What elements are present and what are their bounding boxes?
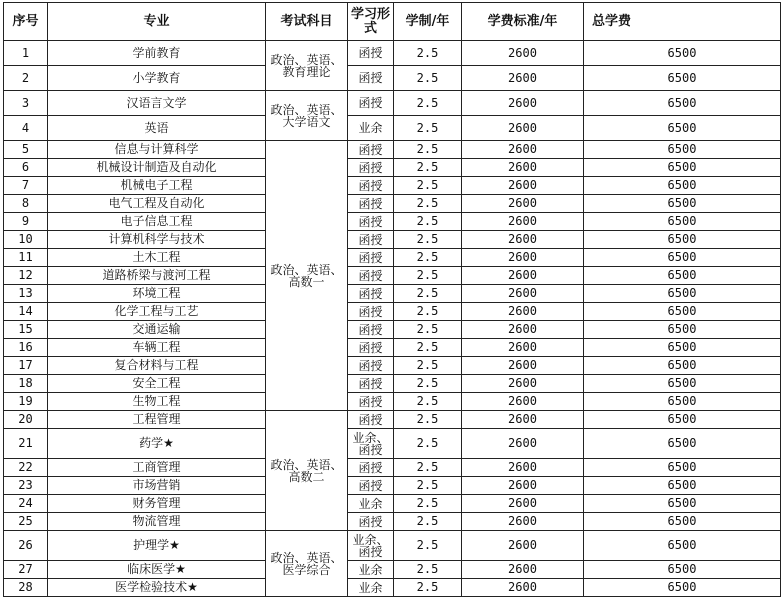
row-number: 20 [4,411,48,429]
row-number: 12 [4,267,48,285]
study-years: 2.5 [394,141,462,159]
study-mode: 函授 [348,177,394,195]
study-years: 2.5 [394,249,462,267]
row-number: 17 [4,357,48,375]
row-number: 27 [4,561,48,579]
study-years: 2.5 [394,561,462,579]
major-name: 英语 [48,116,266,141]
total-fee: 6500 [584,561,781,579]
row-number: 11 [4,249,48,267]
major-name: 护理学★ [48,531,266,561]
study-mode: 函授 [348,267,394,285]
table-row [4,66,781,91]
study-years: 2.5 [394,579,462,597]
study-mode: 业余 [348,116,394,141]
annual-fee: 2600 [462,429,584,459]
annual-fee: 2600 [462,213,584,231]
annual-fee: 2600 [462,177,584,195]
annual-fee: 2600 [462,357,584,375]
annual-fee: 2600 [462,91,584,116]
major-name: 小学教育 [48,66,266,91]
exam-subjects: 政治、英语、高数一 [266,141,348,411]
annual-fee: 2600 [462,579,584,597]
study-years: 2.5 [394,91,462,116]
table-header-row [4,3,781,41]
study-years: 2.5 [394,477,462,495]
annual-fee: 2600 [462,66,584,91]
row-number: 18 [4,375,48,393]
annual-fee: 2600 [462,561,584,579]
table-row [4,531,781,561]
total-fee: 6500 [584,91,781,116]
study-years: 2.5 [394,213,462,231]
row-number: 28 [4,579,48,597]
study-years: 2.5 [394,303,462,321]
row-number: 4 [4,116,48,141]
study-mode: 函授 [348,411,394,429]
table-row [4,195,781,213]
major-name: 工商管理 [48,459,266,477]
total-fee: 6500 [584,393,781,411]
header-years: 学制/年 [394,3,462,41]
annual-fee: 2600 [462,411,584,429]
total-fee: 6500 [584,357,781,375]
total-fee: 6500 [584,321,781,339]
study-mode: 函授 [348,339,394,357]
study-mode: 函授 [348,41,394,66]
total-fee: 6500 [584,459,781,477]
study-years: 2.5 [394,375,462,393]
major-name: 复合材料与工程 [48,357,266,375]
table-row [4,285,781,303]
row-number: 16 [4,339,48,357]
table-row [4,561,781,579]
study-years: 2.5 [394,393,462,411]
table-row [4,159,781,177]
row-number: 23 [4,477,48,495]
table-row [4,41,781,66]
table-row [4,303,781,321]
total-fee: 6500 [584,477,781,495]
annual-fee: 2600 [462,231,584,249]
study-mode: 函授 [348,213,394,231]
table-row [4,429,781,459]
annual-fee: 2600 [462,531,584,561]
study-years: 2.5 [394,177,462,195]
table-row [4,116,781,141]
annual-fee: 2600 [462,513,584,531]
table-row [4,495,781,513]
annual-fee: 2600 [462,141,584,159]
annual-fee: 2600 [462,495,584,513]
study-years: 2.5 [394,321,462,339]
row-number: 14 [4,303,48,321]
study-mode: 函授 [348,393,394,411]
row-number: 25 [4,513,48,531]
row-number: 1 [4,41,48,66]
total-fee: 6500 [584,231,781,249]
annual-fee: 2600 [462,159,584,177]
exam-subjects: 政治、英语、教育理论 [266,41,348,91]
total-fee: 6500 [584,339,781,357]
tuition-table [3,2,781,597]
row-number: 8 [4,195,48,213]
major-name: 生物工程 [48,393,266,411]
header-total: 总学费 [584,3,781,41]
major-name: 电子信息工程 [48,213,266,231]
table-row [4,141,781,159]
row-number: 7 [4,177,48,195]
major-name: 计算机科学与技术 [48,231,266,249]
row-number: 6 [4,159,48,177]
row-number: 9 [4,213,48,231]
study-mode: 函授 [348,357,394,375]
annual-fee: 2600 [462,339,584,357]
study-mode: 函授 [348,159,394,177]
row-number: 13 [4,285,48,303]
study-mode: 函授 [348,91,394,116]
study-years: 2.5 [394,159,462,177]
row-number: 19 [4,393,48,411]
study-years: 2.5 [394,116,462,141]
table-row [4,321,781,339]
exam-subjects: 政治、英语、高数二 [266,411,348,531]
major-name: 物流管理 [48,513,266,531]
major-name: 道路桥梁与渡河工程 [48,267,266,285]
row-number: 3 [4,91,48,116]
study-years: 2.5 [394,411,462,429]
major-name: 化学工程与工艺 [48,303,266,321]
study-mode: 函授 [348,195,394,213]
table-row [4,375,781,393]
study-mode: 函授 [348,321,394,339]
major-name: 安全工程 [48,375,266,393]
major-name: 电气工程及自动化 [48,195,266,213]
major-name: 市场营销 [48,477,266,495]
study-mode: 函授 [348,285,394,303]
table-row [4,267,781,285]
table-row [4,393,781,411]
annual-fee: 2600 [462,249,584,267]
study-mode: 函授 [348,459,394,477]
row-number: 26 [4,531,48,561]
study-mode: 业余、函授 [348,531,394,561]
total-fee: 6500 [584,375,781,393]
major-name: 交通运输 [48,321,266,339]
study-mode: 业余 [348,579,394,597]
study-mode: 函授 [348,231,394,249]
table-row [4,249,781,267]
row-number: 15 [4,321,48,339]
study-years: 2.5 [394,513,462,531]
table-row [4,357,781,375]
table-body [4,41,781,597]
table-row [4,513,781,531]
header-exam: 考试科目 [266,3,348,41]
exam-subjects: 政治、英语、医学综合 [266,531,348,597]
major-name: 财务管理 [48,495,266,513]
row-number: 10 [4,231,48,249]
total-fee: 6500 [584,195,781,213]
study-mode: 函授 [348,303,394,321]
header-mode: 学习形式 [348,3,394,41]
annual-fee: 2600 [462,116,584,141]
study-years: 2.5 [394,267,462,285]
table-row [4,231,781,249]
study-mode: 函授 [348,375,394,393]
major-name: 信息与计算科学 [48,141,266,159]
total-fee: 6500 [584,531,781,561]
total-fee: 6500 [584,285,781,303]
row-number: 22 [4,459,48,477]
annual-fee: 2600 [462,267,584,285]
exam-subjects: 政治、英语、大学语文 [266,91,348,141]
annual-fee: 2600 [462,303,584,321]
table-row [4,579,781,597]
study-years: 2.5 [394,459,462,477]
study-mode: 业余 [348,561,394,579]
study-years: 2.5 [394,531,462,561]
header-fee: 学费标准/年 [462,3,584,41]
total-fee: 6500 [584,429,781,459]
row-number: 24 [4,495,48,513]
major-name: 机械电子工程 [48,177,266,195]
total-fee: 6500 [584,159,781,177]
table-row [4,213,781,231]
table-row [4,477,781,495]
total-fee: 6500 [584,141,781,159]
annual-fee: 2600 [462,41,584,66]
study-years: 2.5 [394,285,462,303]
table-row [4,177,781,195]
major-name: 汉语言文学 [48,91,266,116]
study-mode: 函授 [348,141,394,159]
study-mode: 函授 [348,477,394,495]
table-row [4,459,781,477]
annual-fee: 2600 [462,459,584,477]
total-fee: 6500 [584,495,781,513]
study-years: 2.5 [394,231,462,249]
table-row [4,339,781,357]
table-row [4,411,781,429]
major-name: 工程管理 [48,411,266,429]
total-fee: 6500 [584,41,781,66]
study-years: 2.5 [394,195,462,213]
header-seq: 序号 [4,3,48,41]
major-name: 土木工程 [48,249,266,267]
annual-fee: 2600 [462,393,584,411]
annual-fee: 2600 [462,477,584,495]
annual-fee: 2600 [462,195,584,213]
row-number: 21 [4,429,48,459]
study-mode: 函授 [348,249,394,267]
total-fee: 6500 [584,267,781,285]
total-fee: 6500 [584,411,781,429]
header-major: 专业 [48,3,266,41]
annual-fee: 2600 [462,375,584,393]
study-mode: 业余 [348,495,394,513]
major-name: 医学检验技术★ [48,579,266,597]
study-mode: 业余、函授 [348,429,394,459]
total-fee: 6500 [584,303,781,321]
annual-fee: 2600 [462,321,584,339]
major-name: 药学★ [48,429,266,459]
total-fee: 6500 [584,116,781,141]
major-name: 车辆工程 [48,339,266,357]
study-years: 2.5 [394,429,462,459]
row-number: 5 [4,141,48,159]
total-fee: 6500 [584,249,781,267]
table-row [4,91,781,116]
study-mode: 函授 [348,66,394,91]
total-fee: 6500 [584,213,781,231]
study-years: 2.5 [394,41,462,66]
study-years: 2.5 [394,339,462,357]
major-name: 机械设计制造及自动化 [48,159,266,177]
total-fee: 6500 [584,579,781,597]
study-years: 2.5 [394,66,462,91]
study-years: 2.5 [394,495,462,513]
major-name: 环境工程 [48,285,266,303]
total-fee: 6500 [584,513,781,531]
study-mode: 函授 [348,513,394,531]
study-years: 2.5 [394,357,462,375]
annual-fee: 2600 [462,285,584,303]
row-number: 2 [4,66,48,91]
major-name: 学前教育 [48,41,266,66]
total-fee: 6500 [584,177,781,195]
total-fee: 6500 [584,66,781,91]
major-name: 临床医学★ [48,561,266,579]
